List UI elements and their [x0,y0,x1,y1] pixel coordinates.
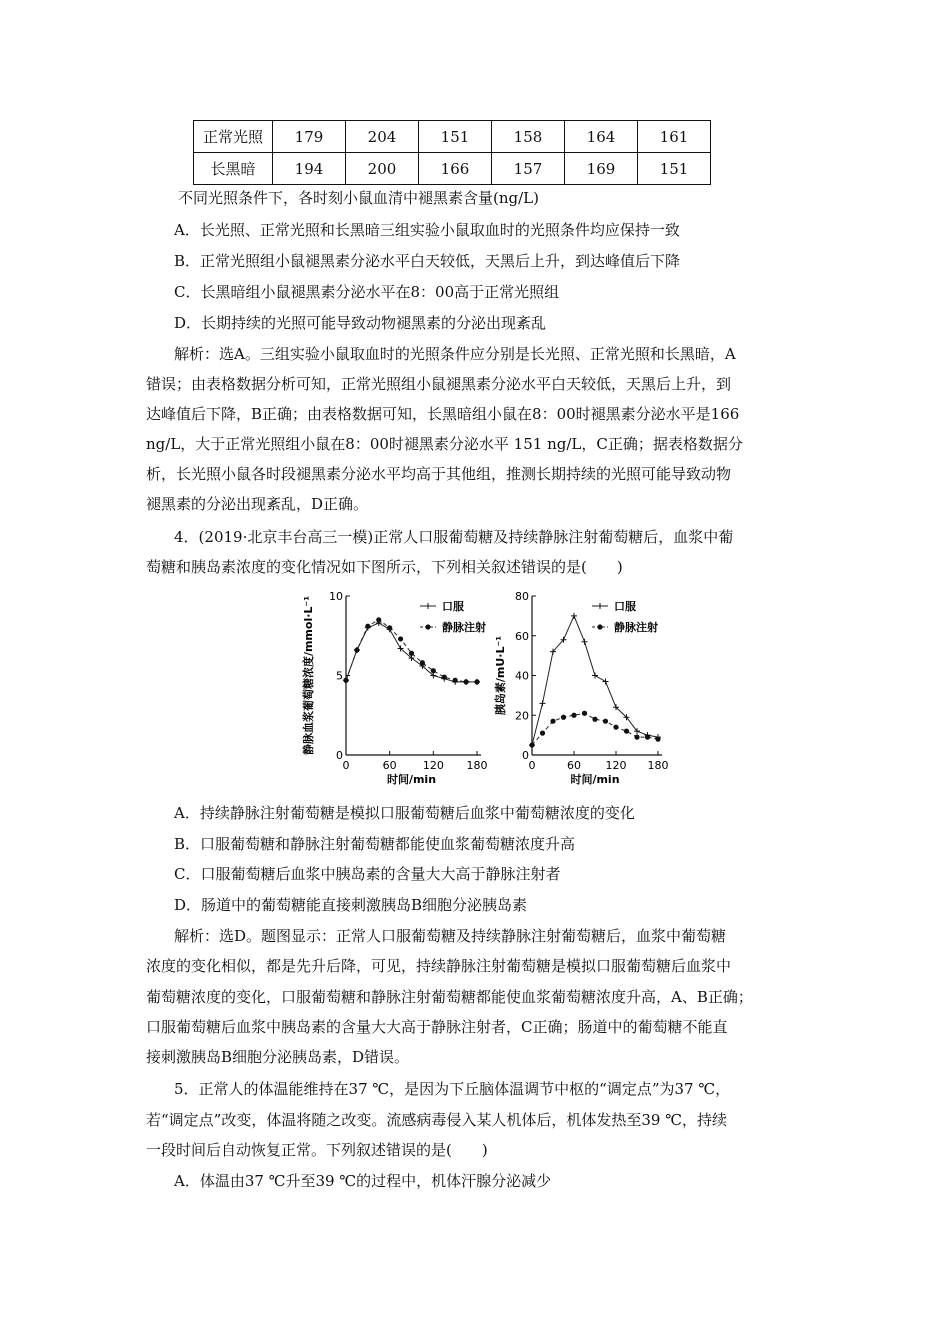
legend-label-iv: 静脉注射 [442,621,486,634]
data-point [387,625,392,630]
insulin-chart [492,586,692,796]
data-point [603,678,609,684]
q4-analysis-line: 葡萄糖浓度的变化，口服葡萄糖和静脉注射葡萄糖都能使血浆葡萄糖浓度升高，A、B正确； [146,988,753,1006]
q5-option-a: A．体温由37 ℃升至39 ℃的过程中，机体汗腺分泌减少 [174,1172,552,1190]
x-tick-label: 180 [647,759,669,772]
x-tick-label: 60 [382,759,397,772]
data-point [592,717,597,722]
data-point [571,713,576,718]
data-point [550,719,555,724]
q4-option-d: D．肠道中的葡萄糖能直接刺激胰岛B细胞分泌胰岛素 [174,896,528,914]
table-cell: 161 [638,121,711,153]
data-point [420,660,425,665]
data-point [655,737,660,742]
legend-label-oral: 口服 [614,600,636,613]
y-tick-label: 80 [515,590,529,603]
y-tick-label: 10 [329,590,343,603]
q4-option-a: A．持续静脉注射葡萄糖是模拟口服葡萄糖后血浆中葡萄糖浓度的变化 [174,804,635,822]
x-tick-label: 0 [528,759,536,772]
glucose-chart [300,586,492,796]
legend-marker-iv [597,624,602,629]
x-tick-label: 120 [605,759,627,772]
data-point [463,679,468,684]
data-point [365,624,370,629]
x-tick-label: 120 [422,759,444,772]
melatonin-table [193,120,711,185]
table-cell: 204 [346,121,419,153]
y-tick-label: 0 [522,749,529,762]
data-point [540,731,545,736]
table-row [194,121,711,153]
q3-option-d: D．长期持续的光照可能导致动物褪黑素的分泌出现紊乱 [174,314,547,332]
y-tick-label: 40 [515,669,529,683]
data-point [540,700,546,706]
table-cell: 179 [273,121,346,153]
y-tick-label: 0 [336,749,343,762]
series-line-oral [532,616,658,745]
q5-stem-line: 若“调定点”改变，体温将随之改变。流感病毒侵入某人机体后，机体发热至39 ℃，持续 [146,1111,727,1129]
x-tick-label: 180 [466,759,488,772]
y-tick-label: 20 [515,709,529,723]
data-point [376,617,381,622]
q5-stem-line: 一段时间后自动恢复正常。下列叙述错误的是( ) [146,1141,488,1159]
data-point [645,735,650,740]
data-point [409,651,414,656]
q4-option-b: B．口服葡萄糖和静脉注射葡萄糖都能使血浆葡萄糖浓度升高 [174,835,576,853]
data-point [343,678,348,683]
q5-stem-line: 5．正常人的体温能维持在37 ℃，是因为下丘脑体温调节中枢的“调定点”为37 ℃， [174,1080,731,1098]
data-point [582,711,587,716]
legend-label-oral: 口服 [442,600,464,613]
table-row [194,153,711,185]
data-point [398,636,403,641]
q4-analysis-line: 解析：选D。题图显示：正常人口服葡萄糖及持续静脉注射葡萄糖后，血浆中葡萄糖 [174,927,727,945]
q3-analysis-line: 错误；由表格数据分析可知，正常光照组小鼠褪黑素分泌水平白天较低，天黑后上升，到 [146,375,732,393]
data-point [529,742,534,747]
y-axis-label: 静脉血浆葡萄糖浓度/mmol·L⁻¹ [302,595,315,756]
legend-marker-iv [425,624,430,629]
x-tick-label: 60 [567,759,581,772]
x-axis-label: 时间/min [386,773,437,786]
table-cell: 151 [638,153,711,185]
q3-option-a: A．长光照、正常光照和长黑暗三组实验小鼠取血时的光照条件均应保持一致 [174,221,680,239]
data-point [474,679,479,684]
q3-analysis-line: 达峰值后下降，B正确；由表格数据可知，长黑暗组小鼠在8：00时褪黑素分泌水平是166 [146,405,740,423]
table-cell: 151 [419,121,492,153]
table-cell: 194 [273,153,346,185]
data-point [442,674,447,679]
y-axis-label: 胰岛素/mU·L⁻¹ [494,635,507,716]
table-caption: 不同光照条件下，各时刻小鼠血清中褪黑素含量(ng/L) [178,189,539,207]
q4-option-c: C．口服葡萄糖后血浆中胰岛素的含量大大高于静脉注射者 [174,865,561,883]
data-point [603,719,608,724]
data-point [571,613,577,619]
table-cell: 166 [419,153,492,185]
q4-stem-line: 4．(2019·北京丰台高三一模)正常人口服葡萄糖及持续静脉注射葡萄糖后，血浆中葡 [174,528,734,546]
table-cell: 157 [492,153,565,185]
x-axis-label: 时间/min [570,773,620,786]
q4-analysis-line: 浓度的变化相似，都是先升后降，可见，持续静脉注射葡萄糖是模拟口服葡萄糖后血浆中 [146,957,732,975]
q4-stem-line: 萄糖和胰岛素浓度的变化情况如下图所示，下列相关叙述错误的是( ) [146,558,623,576]
data-point [634,735,639,740]
q3-option-b: B．正常光照组小鼠褪黑素分泌水平白天较低，天黑后上升，到达峰值后下降 [174,252,681,270]
data-point [613,725,618,730]
data-point [453,678,458,683]
q4-analysis-line: 接刺激胰岛B细胞分泌胰岛素，D错误。 [146,1048,410,1066]
data-point [561,715,566,720]
q4-analysis-line: 口服葡萄糖后血浆中胰岛素的含量大大高于静脉注射者，C正确；肠道中的葡萄糖不能直 [146,1018,728,1036]
data-point [624,729,629,734]
table-cell: 200 [346,153,419,185]
q3-option-c: C．长黑暗组小鼠褪黑素分泌水平在8：00高于正常光照组 [174,283,560,301]
data-point [582,639,588,645]
data-point [354,647,359,652]
row-label: 长黑暗 [194,153,273,185]
x-tick-label: 0 [342,759,350,772]
q3-analysis-line: 析，长光照小鼠各时段褪黑素分泌水平均高于其他组，推测长期持续的光照可能导致动物 [146,465,732,483]
q3-analysis-line: 解析：选A。三组实验小鼠取血时的光照条件应分别是长光照、正常光照和长黑暗，A [174,345,736,363]
data-point [431,668,436,673]
legend-label-iv: 静脉注射 [614,621,658,634]
row-label: 正常光照 [194,121,273,153]
y-tick-label: 5 [336,669,343,683]
data-point [592,673,598,679]
y-tick-label: 60 [515,629,529,643]
q3-analysis-line: 褪黑素的分泌出现紊乱，D正确。 [146,495,369,513]
table-cell: 158 [492,121,565,153]
table-cell: 169 [565,153,638,185]
q3-analysis-line: ng/L，大于正常光照组小鼠在8：00时褪黑素分泌水平 151 ng/L，C正确；据表格数据分 [146,435,743,453]
table-cell: 164 [565,121,638,153]
